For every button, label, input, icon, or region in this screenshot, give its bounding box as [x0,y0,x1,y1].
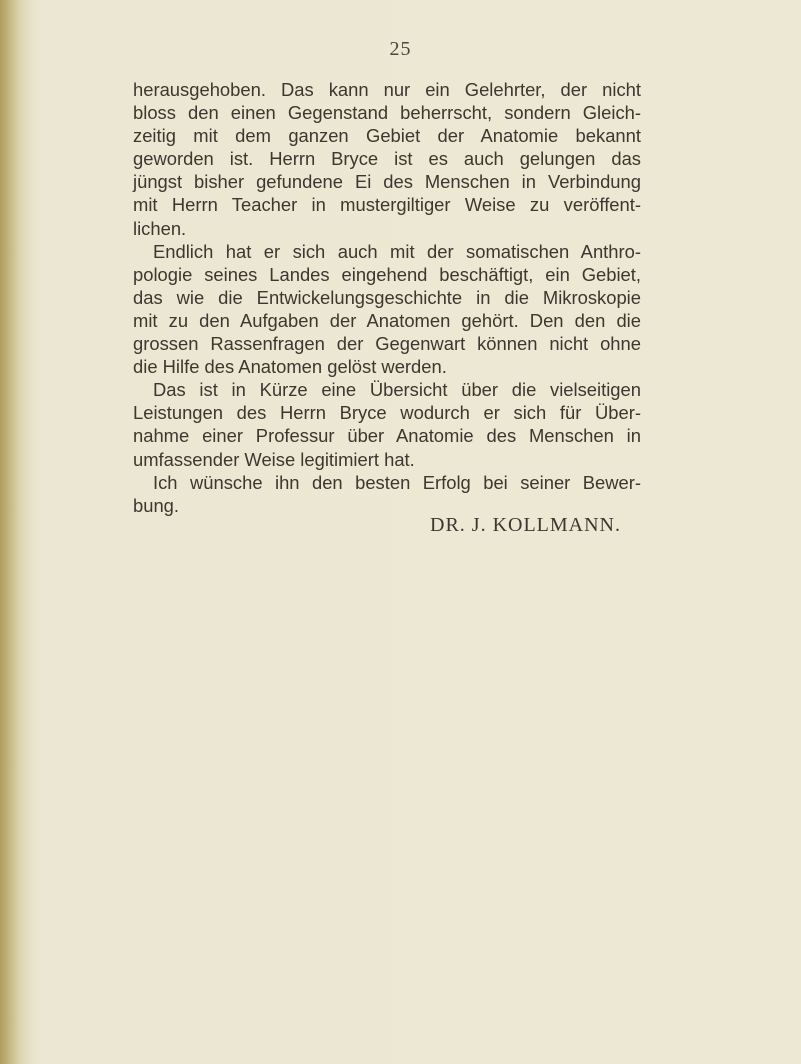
text-line: mit zu den Aufgaben der Anatomen gehört. Den den die [133,309,641,331]
page-number: 25 [389,38,412,60]
text-line: Endlich hat er sich auch mit der somatischen Anthro- [153,240,641,262]
text-line: geworden ist. Herrn Bryce ist es auch gelungen das [133,148,641,170]
text-line: zeitig mit dem ganzen Gebiet der Anatomie bekannt [133,125,641,147]
text-line: Ich wünsche ihn den besten Erfolg bei seiner Bewer- [153,471,641,493]
text-line: Das ist in Kürze eine Übersicht über die vielseitigen [153,379,641,401]
text-line: nahme einer Professur über Anatomie des Menschen in [133,425,641,447]
text-line: Leistungen des Herrn Bryce wodurch er sich für Über- [133,402,641,424]
text-line: grossen Rassenfragen der Gegenwart können nicht ohne [133,333,641,355]
text-line: bung. [133,494,180,516]
text-line: das wie die Entwickelungsgeschichte in die Mikroskopie [133,286,641,308]
text-line: pologie seines Landes eingehend beschäftigt, ein Gebiet, [133,263,641,285]
text-line: die Hilfe des Anatomen gelöst werden. [133,356,447,378]
text-line: umfassender Weise legitimiert hat. [133,448,415,470]
text-line: herausgehoben. Das kann nur ein Gelehrter, der nicht [133,79,641,100]
author-signature: DR. J. KOLLMANN. [430,514,621,536]
gutter-shadow [0,0,32,1064]
text-line: lichen. [133,217,187,239]
text-line: mit Herrn Teacher in mustergiltiger Weise zu veröffent- [133,194,641,216]
body-text [133,78,641,517]
text-line: bloss den einen Gegenstand beherrscht, sondern Gleich- [133,102,641,124]
text-line: jüngst bisher gefundene Ei des Menschen in Verbindung [133,171,641,193]
